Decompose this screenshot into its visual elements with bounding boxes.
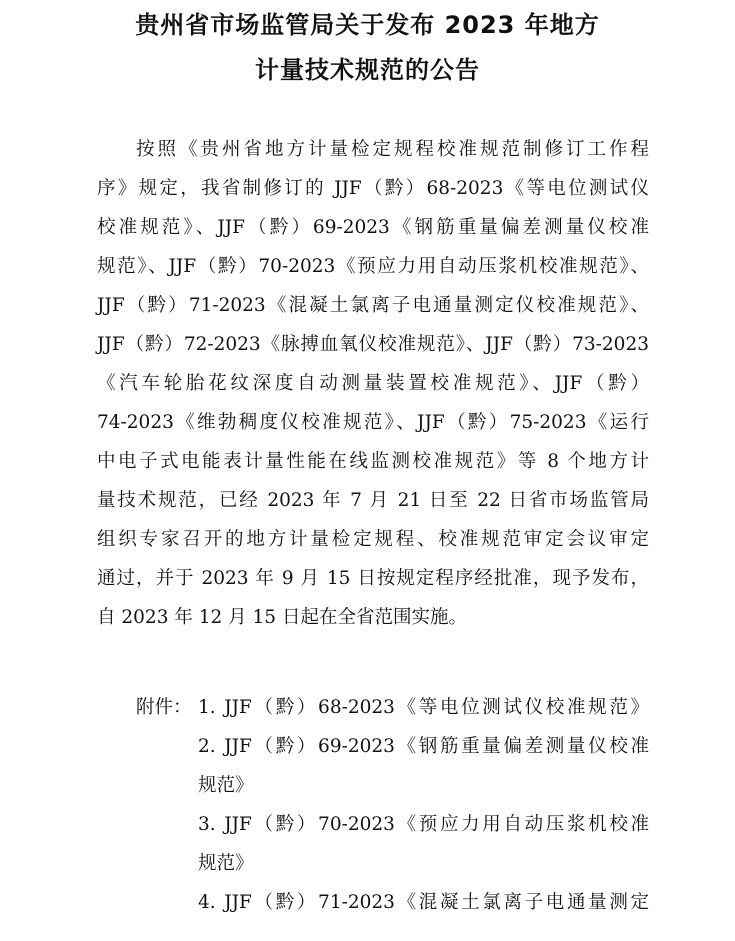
document-title-line-2: 计量技术规范的公告 xyxy=(255,56,480,84)
attachment-item-4: 4. JJF（黔）71-2023《混凝土氯离子电通量测定 xyxy=(198,892,649,913)
attachments-label: 附件： xyxy=(136,697,192,718)
body-line-4: 规范》、JJF（黔）70-2023《预应力用自动压浆机校准规范》、 xyxy=(97,256,649,277)
body-line-9: 中电子式电能表计量性能在线监测校准规范》等 8 个地方计 xyxy=(97,451,649,472)
body-line-8: 74-2023《维勃稠度仪校准规范》、JJF（黔）75-2023《运行 xyxy=(97,412,649,433)
body-line-11: 组织专家召开的地方计量检定规程、校准规范审定会议审定 xyxy=(97,529,649,550)
body-line-13: 自 2023 年 12 月 15 日起在全省范围实施。 xyxy=(97,607,467,628)
body-line-5: JJF（黔）71-2023《混凝土氯离子电通量测定仪校准规范》、 xyxy=(97,295,649,316)
attachment-item-3-continued: 规范》 xyxy=(198,853,254,874)
body-line-6: JJF（黔）72-2023《脉搏血氧仪校准规范》、JJF（黔）73-2023 xyxy=(97,334,649,355)
body-line-12: 通过，并于 2023 年 9 月 15 日按规定程序经批准，现予发布， xyxy=(97,568,649,589)
attachment-item-3: 3. JJF（黔）70-2023《预应力用自动压浆机校准 xyxy=(198,814,649,835)
attachment-item-2: 2. JJF（黔）69-2023《钢筋重量偏差测量仪校准 xyxy=(198,736,649,757)
attachment-item-1: 1. JJF（黔）68-2023《等电位测试仪校准规范》 xyxy=(198,697,649,718)
body-line-3: 校准规范》、JJF（黔）69-2023《钢筋重量偏差测量仪校准 xyxy=(97,217,649,238)
body-line-10: 量技术规范，已经 2023 年 7 月 21 日至 22 日省市场监管局 xyxy=(97,490,649,511)
body-line-7: 《汽车轮胎花纹深度自动测量装置校准规范》、JJF（黔） xyxy=(97,373,649,394)
attachment-item-2-continued: 规范》 xyxy=(198,775,254,796)
document-title-line-1: 贵州省市场监管局关于发布 2023 年地方 xyxy=(135,11,600,39)
body-line-1: 按照《贵州省地方计量检定规程校准规范制修订工作程 xyxy=(136,139,649,160)
body-line-2: 序》规定，我省制修订的 JJF（黔）68-2023《等电位测试仪 xyxy=(97,178,649,199)
